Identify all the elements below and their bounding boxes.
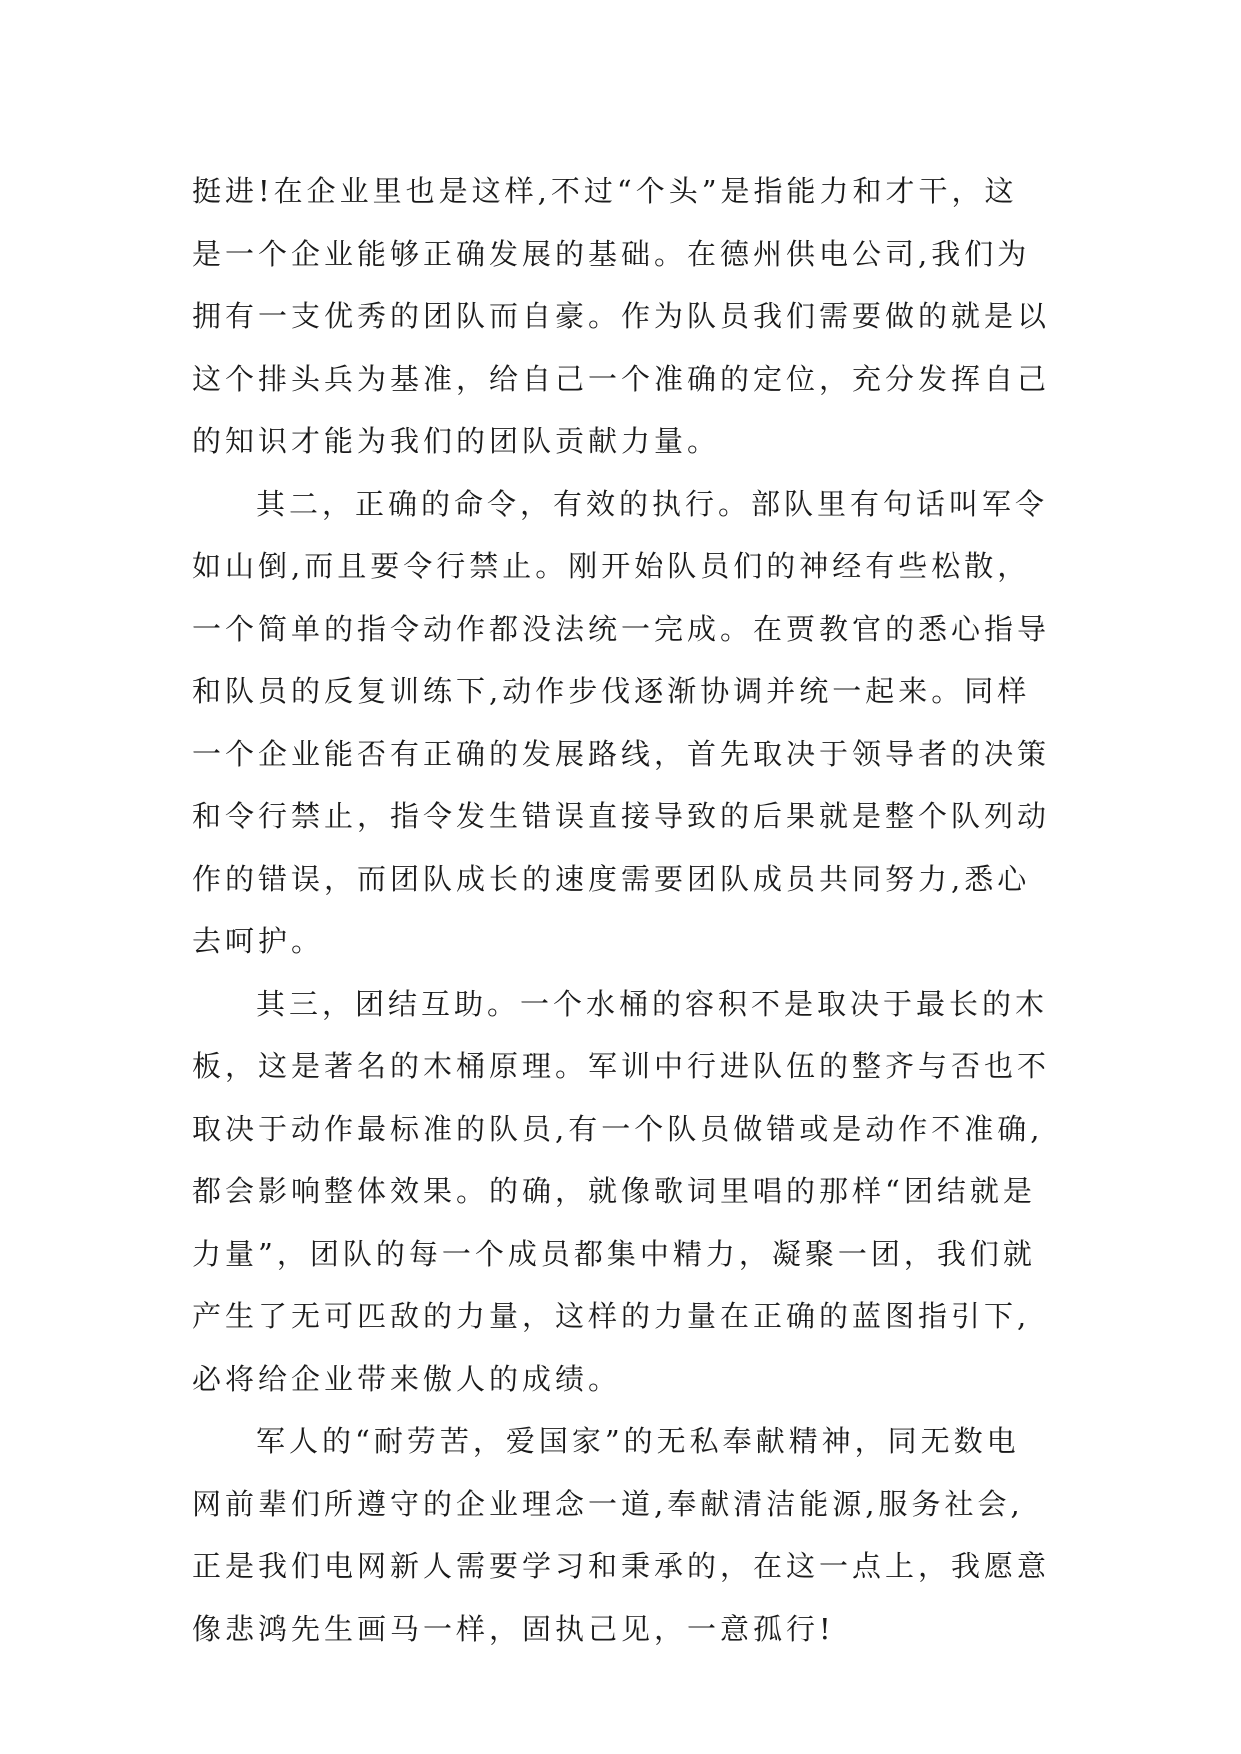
text-line: 和队员的反复训练下,动作步伐逐渐协调并统一起来。同样 (192, 674, 1031, 708)
text-line: 产生了无可匹敌的力量，这样的力量在正确的蓝图指引下, (192, 1299, 1031, 1333)
text-line: 板，这是著名的木桶原理。军训中行进队伍的整齐与否也不 (192, 1049, 1051, 1083)
text-line: 力量”，团队的每一个成员都集中精力，凝聚一团，我们就 (192, 1236, 1036, 1271)
text-line: 是一个企业能够正确发展的基础。在德州供电公司,我们为 (192, 236, 1031, 271)
text-line: 像悲鸿先生画马一样，固执己见，一意孤行! (192, 1611, 835, 1646)
text-line: 网前辈们所遵守的企业理念一道,奉献清洁能源,服务社会, (192, 1486, 1024, 1521)
text-line: 和令行禁止，指令发生错误直接导致的后果就是整个队列动 (192, 799, 1051, 833)
text-line: 作的错误，而团队成长的速度需要团队成员共同努力,悉心 (192, 861, 1031, 896)
paragraph-first-line: 其二，正确的命令，有效的执行。部队里有句话叫军令 (256, 486, 1049, 521)
text-line: 这个排头兵为基准，给自己一个准确的定位，充分发挥自己 (192, 361, 1051, 396)
document-body (192, 160, 1052, 1660)
paragraph-first-line: 其三，团结互助。一个水桶的容积不是取决于最长的木 (256, 986, 1049, 1021)
text-line: 一个企业能否有正确的发展路线，首先取决于领导者的决策 (192, 736, 1051, 771)
text-line: 必将给企业带来傲人的成绩。 (192, 1361, 622, 1396)
text-line: 去呵护。 (192, 924, 325, 958)
text-line: 拥有一支优秀的团队而自豪。作为队员我们需要做的就是以 (192, 299, 1051, 333)
text-line: 的知识才能为我们的团队贡献力量。 (192, 424, 721, 458)
text-line: 挺进!在企业里也是这样,不过“个头”是指能力和才干，这 (192, 174, 1018, 208)
paragraph-first-line: 军人的“耐劳苦，爱国家”的无私奉献精神，同无数电 (256, 1424, 1020, 1458)
text-line: 都会影响整体效果。的确，就像歌词里唱的那样“团结就是 (192, 1174, 1036, 1208)
text-line: 一个简单的指令动作都没法统一完成。在贾教官的悉心指导 (192, 611, 1051, 646)
text-line: 正是我们电网新人需要学习和秉承的，在这一点上，我愿意 (192, 1549, 1051, 1583)
text-line: 如山倒,而且要令行禁止。刚开始队员们的神经有些松散， (192, 549, 1031, 583)
text-line: 取决于动作最标准的队员,有一个队员做错或是动作不准确, (192, 1111, 1044, 1146)
